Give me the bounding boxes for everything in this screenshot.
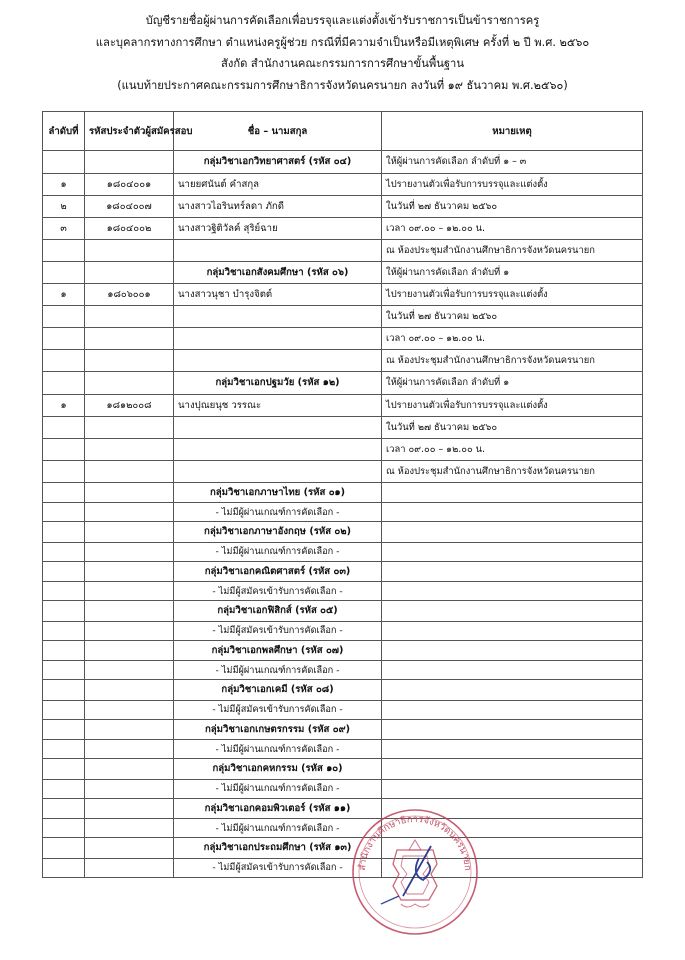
cell-remark [382,719,643,740]
cell-name: นางสาวนุชา บำรุงจิตต์ [174,284,382,306]
cell-candidate-id [85,151,174,174]
cell-no [43,740,85,759]
cell-candidate-id [85,719,174,740]
subject-group-heading: กลุ่มวิชาเอกสังคมศึกษา (รหัส ๐๖) [174,261,382,284]
cell-candidate-id [85,858,174,877]
cell-remark [382,503,643,522]
cell-candidate-id [85,838,174,859]
cell-name: - ไม่มีผู้สมัครเข้ารับการคัดเลือก - [174,621,382,640]
cell-remark [382,522,643,543]
cell-name: - ไม่มีผู้ผ่านเกณฑ์การคัดเลือก - [174,779,382,798]
subject-group-heading: กลุ่มวิชาเอกคหกรรม (รหัส ๑๐) [174,759,382,780]
cell-candidate-id [85,582,174,601]
cell-name: - ไม่มีผู้ผ่านเกณฑ์การคัดเลือก - [174,542,382,561]
table-row [43,195,643,217]
cell-no: ๓ [43,217,85,239]
subject-group-heading: กลุ่มวิชาเอกเกษตรกรรม (รหัส ๐๙) [174,719,382,740]
cell-name: - ไม่มีผู้ผ่านเกณฑ์การคัดเลือก - [174,503,382,522]
cell-candidate-id [85,601,174,622]
office-seal-stamp [345,800,485,940]
table-row [43,416,643,438]
cell-name [174,239,382,261]
table-row [43,680,643,701]
cell-remark: ไปรายงานตัวเพื่อรับการบรรจุและแต่งตั้ง [382,284,643,306]
table-body [43,151,643,878]
subject-group-heading: กลุ่มวิชาเอกภาษาไทย (รหัส ๐๑) [174,482,382,503]
cell-remark: ในวันที่ ๒๗ ธันวาคม ๒๕๖๐ [382,195,643,217]
candidate-table [42,111,643,878]
table-row [43,838,643,859]
table-row [43,601,643,622]
cell-no [43,582,85,601]
cell-no [43,561,85,582]
seal-text: สำนักงานศึกษาธิการจังหวัดนครนายก [356,814,474,872]
cell-candidate-id [85,819,174,838]
cell-name [174,438,382,460]
header-title-line4: (แนบท้ายประกาศคณะกรรมการศึกษาธิการจังหวัดนครนายก ลงวันที่ ๑๙ ธันวาคม พ.ศ.๒๕๖๐) [117,78,568,92]
cell-no [43,759,85,780]
table-row [43,173,643,195]
cell-candidate-id [85,306,174,328]
cell-candidate-id [85,661,174,680]
subject-group-heading: กลุ่มวิชาเอกคอมพิวเตอร์ (รหัส ๑๑) [174,798,382,819]
cell-name: - ไม่มีผู้สมัครเข้ารับการคัดเลือก - [174,858,382,877]
cell-no [43,838,85,859]
cell-candidate-id [85,239,174,261]
cell-remark: ไปรายงานตัวเพื่อรับการบรรจุและแต่งตั้ง [382,173,643,195]
subject-group-heading: กลุ่มวิชาเอกพลศึกษา (รหัส ๐๗) [174,640,382,661]
cell-name [174,460,382,482]
cell-candidate-id [85,700,174,719]
cell-name: - ไม่มีผู้ผ่านเกณฑ์การคัดเลือก - [174,740,382,759]
cell-candidate-id [85,261,174,284]
cell-remark [382,582,643,601]
table-row [43,460,643,482]
cell-candidate-id [85,503,174,522]
cell-remark [382,680,643,701]
table-row [43,306,643,328]
table-row [43,719,643,740]
cell-remark: ในวันที่ ๒๗ ธันวาคม ๒๕๖๐ [382,416,643,438]
cell-candidate-id [85,640,174,661]
cell-remark [382,482,643,503]
table-row [43,151,643,174]
document-header [30,10,655,96]
cell-candidate-id [85,779,174,798]
cell-candidate-id [85,759,174,780]
cell-candidate-id [85,482,174,503]
cell-candidate-id: ๑๘๐๔๐๐๑ [85,173,174,195]
cell-candidate-id [85,621,174,640]
cell-no [43,858,85,877]
cell-remark: ณ ห้องประชุมสำนักงานศึกษาธิการจังหวัดนครนายก [382,239,643,261]
cell-no [43,503,85,522]
cell-no: ๑ [43,394,85,416]
cell-no [43,819,85,838]
cell-no [43,372,85,395]
cell-candidate-id [85,542,174,561]
cell-name: นางปุณยนุช วรรณะ [174,394,382,416]
cell-no [43,438,85,460]
cell-candidate-id [85,680,174,701]
table-row [43,217,643,239]
cell-remark: ณ ห้องประชุมสำนักงานศึกษาธิการจังหวัดนครนายก [382,350,643,372]
header-remark: หมายเหตุ [382,112,643,151]
table-row [43,700,643,719]
cell-remark [382,700,643,719]
cell-candidate-id [85,438,174,460]
table-row [43,503,643,522]
table-row [43,740,643,759]
cell-no [43,680,85,701]
table-row [43,661,643,680]
cell-remark: ให้ผู้ผ่านการคัดเลือก ลำดับที่ ๑ [382,261,643,284]
cell-no [43,542,85,561]
header-title-line3: สังกัด สำนักงานคณะกรรมการการศึกษาขั้นพื้นฐาน [221,57,464,70]
cell-remark: ณ ห้องประชุมสำนักงานศึกษาธิการจังหวัดนครนายก [382,460,643,482]
cell-no [43,460,85,482]
cell-candidate-id: ๑๘๑๒๐๐๘ [85,394,174,416]
table-row [43,858,643,877]
cell-no [43,482,85,503]
table-row [43,561,643,582]
cell-no [43,328,85,350]
table-row [43,522,643,543]
cell-no: ๒ [43,195,85,217]
cell-candidate-id [85,460,174,482]
header-no: ลำดับที่ [43,112,85,151]
cell-remark [382,779,643,798]
cell-candidate-id [85,328,174,350]
cell-no [43,350,85,372]
cell-no [43,621,85,640]
cell-no [43,151,85,174]
cell-no [43,779,85,798]
table-row [43,582,643,601]
cell-no [43,798,85,819]
cell-remark [382,759,643,780]
subject-group-heading: กลุ่มวิชาเอกฟิสิกส์ (รหัส ๐๕) [174,601,382,622]
svg-text:สำนักงานศึกษาธิการจังหวัดนครนา [357,814,473,871]
cell-candidate-id [85,416,174,438]
cell-no [43,239,85,261]
cell-no: ๑ [43,284,85,306]
cell-no [43,640,85,661]
cell-name: - ไม่มีผู้ผ่านเกณฑ์การคัดเลือก - [174,661,382,680]
table-row [43,779,643,798]
table-row [43,640,643,661]
cell-remark: เวลา ๐๙.๐๐ – ๑๒.๐๐ น. [382,328,643,350]
table-row [43,261,643,284]
subject-group-heading: กลุ่มวิชาเอกวิทยาศาสตร์ (รหัส ๐๔) [174,151,382,174]
header-id: รหัสประจำตัวผู้สมัครสอบ [85,112,174,151]
cell-remark [382,640,643,661]
cell-name: - ไม่มีผู้สมัครเข้ารับการคัดเลือก - [174,700,382,719]
cell-no [43,661,85,680]
header-title-line2: และบุคลากรทางการศึกษา ตำแหน่งครูผู้ช่วย กรณีที่มีความจำเป็นหรือมีเหตุพิเศษ ครั้งที่ ๒ ปี พ.ศ. ๒๕๖๐ [95,35,590,49]
cell-remark [382,740,643,759]
table-row [43,284,643,306]
cell-candidate-id [85,740,174,759]
cell-candidate-id [85,350,174,372]
table-row [43,350,643,372]
cell-name: นางสาวฐิติวัลค์ สุริย์ฉาย [174,217,382,239]
table-row [43,482,643,503]
cell-name [174,306,382,328]
subject-group-heading: กลุ่มวิชาเอกปฐมวัย (รหัส ๑๒) [174,372,382,395]
subject-group-heading: กลุ่มวิชาเอกประถมศึกษา (รหัส ๑๓) [174,838,382,859]
cell-no [43,261,85,284]
cell-no [43,719,85,740]
table-row [43,438,643,460]
signature-mark [403,846,431,896]
header-title-line1: บัญชีรายชื่อผู้ผ่านการคัดเลือกเพื่อบรรจุและแต่งตั้งเข้ารับราชการเป็นข้าราชการครู [145,14,540,27]
table-row [43,394,643,416]
subject-group-heading: กลุ่มวิชาเอกภาษาอังกฤษ (รหัส ๐๒) [174,522,382,543]
cell-remark: เวลา ๐๙.๐๐ – ๑๒.๐๐ น. [382,438,643,460]
cell-candidate-id [85,798,174,819]
table-row [43,542,643,561]
cell-candidate-id: ๑๘๐๔๐๐๒ [85,217,174,239]
cell-candidate-id: ๑๘๐๖๐๐๑ [85,284,174,306]
table-row [43,372,643,395]
cell-remark: ไปรายงานตัวเพื่อรับการบรรจุและแต่งตั้ง [382,394,643,416]
cell-remark: ในวันที่ ๒๗ ธันวาคม ๒๕๖๐ [382,306,643,328]
table-row [43,759,643,780]
cell-no [43,416,85,438]
cell-remark [382,621,643,640]
cell-name: - ไม่มีผู้สมัครเข้ารับการคัดเลือก - [174,582,382,601]
cell-name: - ไม่มีผู้ผ่านเกณฑ์การคัดเลือก - [174,819,382,838]
cell-name: นางสาวไอรินทร์ลดา ภักดี [174,195,382,217]
cell-no: ๑ [43,173,85,195]
cell-candidate-id [85,561,174,582]
cell-remark [382,661,643,680]
cell-remark: ให้ผู้ผ่านการคัดเลือก ลำดับที่ ๑ – ๓ [382,151,643,174]
table-row [43,798,643,819]
cell-remark: เวลา ๐๙.๐๐ – ๑๒.๐๐ น. [382,217,643,239]
cell-name [174,350,382,372]
cell-candidate-id [85,372,174,395]
table-header-row [43,112,643,151]
table-row [43,621,643,640]
subject-group-heading: กลุ่มวิชาเอกคณิตศาสตร์ (รหัส ๐๓) [174,561,382,582]
cell-candidate-id: ๑๘๐๔๐๐๗ [85,195,174,217]
cell-name [174,328,382,350]
cell-remark [382,561,643,582]
header-name: ชื่อ – นามสกุล [174,112,382,151]
cell-candidate-id [85,522,174,543]
table-row [43,328,643,350]
cell-no [43,700,85,719]
cell-no [43,601,85,622]
cell-no [43,522,85,543]
table-row [43,819,643,838]
cell-no [43,306,85,328]
cell-remark [382,601,643,622]
table-row [43,239,643,261]
cell-remark [382,542,643,561]
cell-name [174,416,382,438]
cell-name: นายยศนันต์ คำสกุล [174,173,382,195]
cell-remark: ให้ผู้ผ่านการคัดเลือก ลำดับที่ ๑ [382,372,643,395]
subject-group-heading: กลุ่มวิชาเอกเคมี (รหัส ๐๘) [174,680,382,701]
